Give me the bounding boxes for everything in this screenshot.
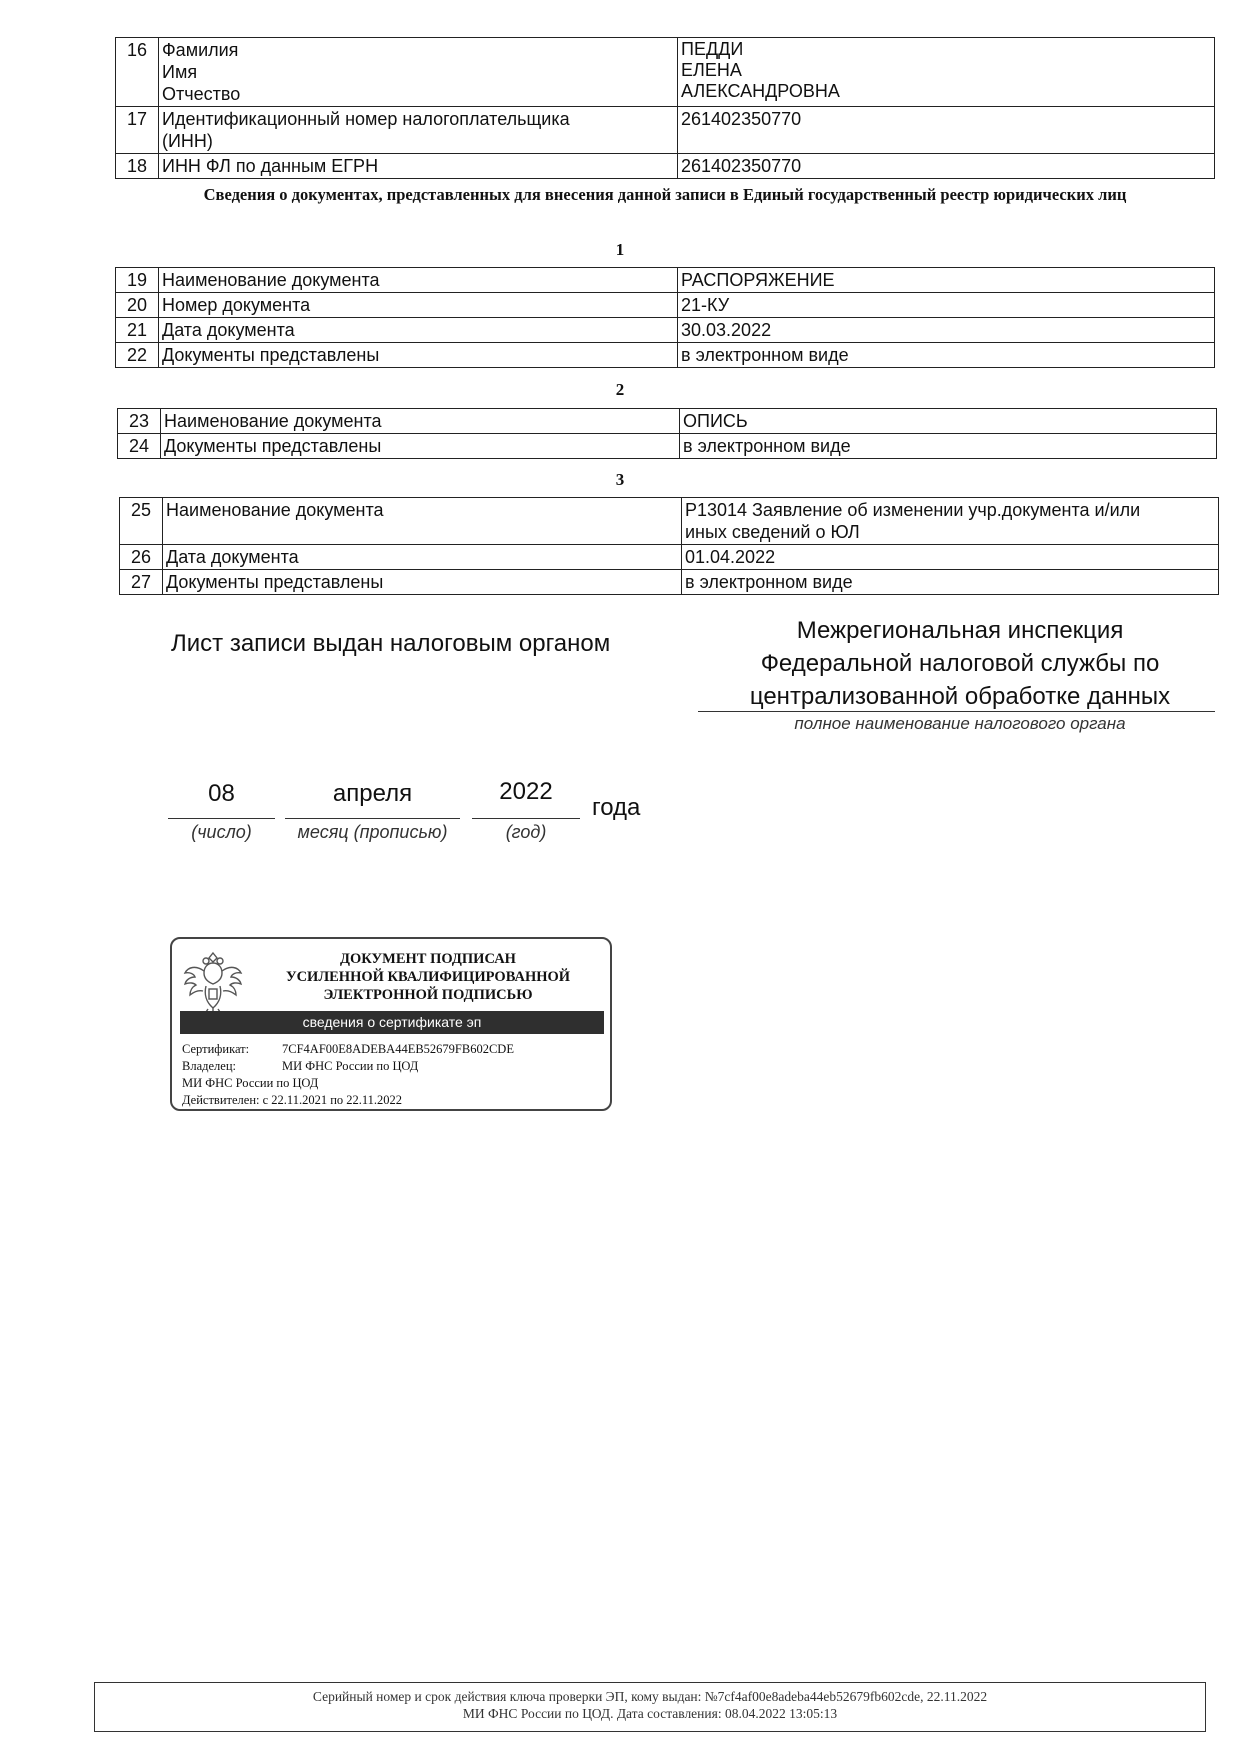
label-line: Отчество	[162, 84, 241, 104]
row-value: в электронном виде	[680, 434, 1217, 459]
date-year-caption: (год)	[505, 822, 547, 842]
row-label: Дата документа	[163, 545, 682, 570]
row-number: 25	[120, 498, 163, 545]
owner-line2: МИ ФНС России по ЦОД	[182, 1076, 319, 1090]
row-number: 27	[120, 570, 163, 595]
date-month-caption: месяц (прописью)	[297, 822, 448, 842]
row-value	[678, 38, 1215, 107]
row-label: ИНН ФЛ по данным ЕГРН	[159, 154, 678, 179]
row-number: 18	[116, 154, 159, 179]
row-number: 20	[116, 293, 159, 318]
row-label: Дата документа	[159, 318, 678, 343]
row-label: Документы представлены	[161, 434, 680, 459]
tax-authority-underline	[698, 711, 1215, 712]
row-label: Наименование документа	[163, 498, 682, 545]
row-value: 30.03.2022	[678, 318, 1215, 343]
date-year: 2022	[499, 778, 553, 805]
date-month-underline	[285, 818, 460, 819]
value-line: иных сведений о ЮЛ	[685, 522, 860, 542]
row-label: Наименование документа	[159, 268, 678, 293]
row-label: Документы представлены	[163, 570, 682, 595]
document-table-1	[115, 267, 1215, 368]
issued-by-label: Лист записи выдан налоговым органом	[171, 630, 611, 657]
row-number: 24	[118, 434, 161, 459]
label-line: Имя	[162, 62, 198, 82]
label-line: Фамилия	[162, 40, 239, 60]
value-line: ЕЛЕНА	[681, 60, 742, 80]
document-table-2	[117, 408, 1217, 459]
label-line: (ИНН)	[162, 131, 213, 151]
row-number: 16	[116, 38, 159, 107]
row-label: Документы представлены	[159, 343, 678, 368]
table-row	[118, 434, 1217, 459]
certificate-label: Сертификат:	[182, 1042, 250, 1056]
owner-label: Владелец:	[182, 1059, 236, 1073]
stamp-title	[250, 950, 606, 1004]
date-day: 08	[208, 780, 235, 807]
tax-authority-caption: полное наименование налогового органа	[794, 714, 1126, 733]
valid-row	[182, 1092, 514, 1109]
row-value	[678, 107, 1215, 154]
row-label	[159, 107, 678, 154]
table-row	[120, 570, 1219, 595]
table-row	[116, 343, 1215, 368]
documents-heading: Сведения о документах, представленных для внесения данной записи в Единый государственный реестр юридических лиц	[203, 185, 1127, 204]
row-value: 21-КУ	[678, 293, 1215, 318]
owner-value: МИ ФНС России по ЦОД	[282, 1059, 419, 1073]
certificate-details	[182, 1041, 514, 1109]
certificate-row	[182, 1041, 514, 1058]
date-month: апреля	[332, 780, 413, 807]
stamp-title-line: ДОКУМЕНТ ПОДПИСАН	[340, 951, 516, 967]
row-number: 22	[116, 343, 159, 368]
stamp-title-line: ЭЛЕКТРОННОЙ ПОДПИСЬЮ	[323, 987, 533, 1003]
row-number: 19	[116, 268, 159, 293]
section-number: 2	[615, 380, 625, 399]
tax-authority-name	[700, 614, 1220, 713]
person-table	[115, 37, 1215, 179]
footer-signature-info	[94, 1682, 1206, 1732]
footer-line: МИ ФНС России по ЦОД. Дата составления: 08.04.2022 13:05:13	[462, 1706, 838, 1721]
stamp-title-line: УСИЛЕННОЙ КВАЛИФИЦИРОВАННОЙ	[285, 969, 571, 985]
table-row	[116, 154, 1215, 179]
date-suffix: года	[592, 794, 641, 821]
document-table-3	[119, 497, 1219, 595]
value-line: ПЕДДИ	[681, 39, 744, 59]
signature-stamp	[170, 937, 612, 1111]
row-value: РАСПОРЯЖЕНИЕ	[678, 268, 1215, 293]
row-value	[682, 498, 1219, 545]
row-value: в электронном виде	[678, 343, 1215, 368]
table-row	[116, 107, 1215, 154]
table-row	[116, 318, 1215, 343]
row-value: ОПИСЬ	[680, 409, 1217, 434]
table-row	[120, 545, 1219, 570]
row-number: 21	[116, 318, 159, 343]
date-day-underline	[168, 818, 275, 819]
footer-line: Серийный номер и срок действия ключа проверки ЭП, кому выдан: №7cf4af00e8adeba44eb52679fb602cde, 22.11.2022	[312, 1689, 988, 1704]
row-number: 26	[120, 545, 163, 570]
table-row	[116, 293, 1215, 318]
value-line: Р13014 Заявление об изменении учр.документа и/или	[685, 500, 1141, 520]
date-year-underline	[472, 818, 580, 819]
date-day-caption: (число)	[191, 822, 252, 842]
row-value: 01.04.2022	[682, 545, 1219, 570]
table-row	[120, 498, 1219, 545]
tax-authority-line: Межрегиональная инспекция	[796, 617, 1124, 644]
label-line: Идентификационный номер налогоплательщика	[162, 109, 570, 129]
section-number: 3	[615, 470, 625, 489]
tax-authority-line: централизованной обработке данных	[749, 683, 1171, 710]
row-number: 23	[118, 409, 161, 434]
table-row	[116, 268, 1215, 293]
row-label	[159, 38, 678, 107]
valid-label: Действителен:	[182, 1093, 260, 1107]
tax-authority-line: Федеральной налоговой службы по	[760, 650, 1160, 677]
section-number: 1	[615, 240, 625, 259]
row-label: Номер документа	[159, 293, 678, 318]
coat-of-arms-icon	[182, 947, 244, 1019]
table-row	[118, 409, 1217, 434]
value-line: АЛЕКСАНДРОВНА	[681, 81, 840, 101]
table-row	[116, 38, 1215, 107]
row-number: 17	[116, 107, 159, 154]
row-label: Наименование документа	[161, 409, 680, 434]
certificate-info-bar: сведения о сертификате эп	[180, 1011, 604, 1034]
certificate-value: 7CF4AF00E8ADEBA44EB52679FB602CDE	[282, 1042, 514, 1056]
row-value: в электронном виде	[682, 570, 1219, 595]
value-line: 261402350770	[681, 109, 802, 129]
valid-value: с 22.11.2021 по 22.11.2022	[262, 1093, 403, 1107]
owner-row	[182, 1058, 514, 1075]
row-value: 261402350770	[678, 154, 1215, 179]
